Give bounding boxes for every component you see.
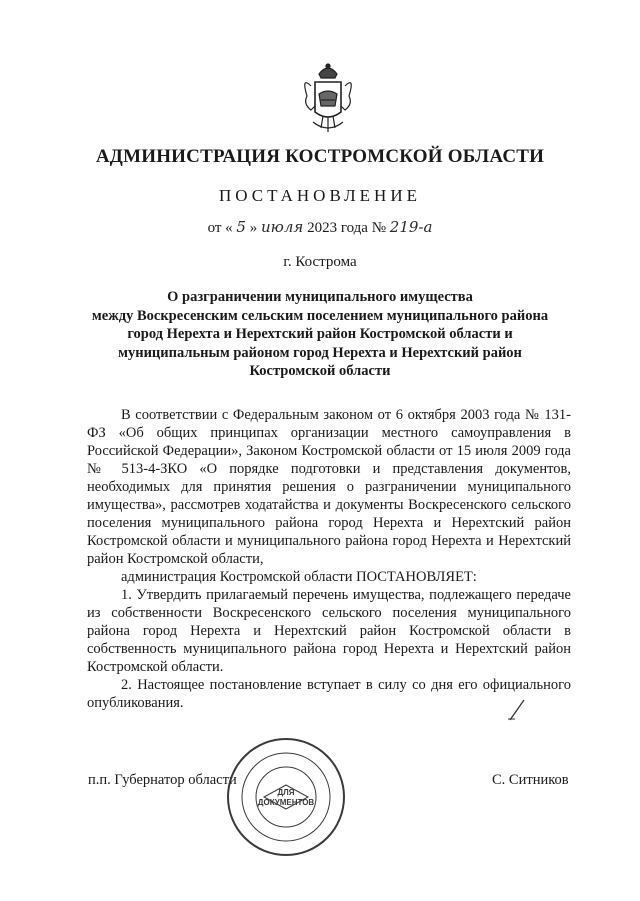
date-month: июля <box>260 218 304 236</box>
document-number: 219-а <box>389 218 433 236</box>
date-day: 5 <box>236 218 246 236</box>
document-type: ПОСТАНОВЛЕНИЕ <box>218 186 421 205</box>
city: г. Кострома <box>283 254 357 270</box>
signature-name: С. Ситников <box>492 772 569 788</box>
body-paragraph-item-2: 2. Настоящее постановление вступает в силу со дня его официального опубликования. <box>87 677 571 711</box>
document-body <box>87 406 571 712</box>
signature-position: п.п. Губернатор области <box>88 772 237 788</box>
body-paragraph-item-1: 1. Утвердить прилагаемый перечень имущества, подлежащего передаче из собственности Воскресенского сельского поселения муниципального района город Нерехта и Нерехтский район Костромской области в собственность муниципального района город Нерехта и Нерехтский район Костромской области. <box>87 587 571 675</box>
date-prefix: от « <box>207 220 233 236</box>
stamp-center-line-1: ДЛЯ <box>277 788 295 797</box>
official-stamp <box>224 735 348 859</box>
body-paragraph-preamble: В соответствии с Федеральным законом от 6 октября 2003 года № 131-ФЗ «Об общих принципах организации местного самоуправления в Российской Федерации», Законом Костромской области от 15 июля 2009 года № 513-4-ЗКО «О порядке подготовки и представления документов, необходимых для принятия решения о разграничении муниципального имущества», рассмотрев ходатайства и документы Воскресенского сельского поселения муниципального района город Нерехта и Нерехтский район Костромской области и муниципального района город Нерехта и Нерехтский район Костромской области, <box>87 407 571 567</box>
date-mid: » <box>249 220 258 236</box>
title-line: муниципальным районом город Нерехта и Нерехтский район <box>118 344 522 361</box>
document-title <box>70 288 570 381</box>
body-paragraph-resolution: администрация Костромской области ПОСТАНОВЛЯЕТ: <box>121 569 477 585</box>
date-line <box>0 218 640 237</box>
title-line: Костромской области <box>249 363 391 379</box>
coat-of-arms-emblem <box>297 60 359 138</box>
title-line: О разграничении муниципального имущества <box>167 289 473 305</box>
stamp-center-line-2: ДОКУМЕНТОВ <box>257 798 315 807</box>
organization-name: АДМИНИСТРАЦИЯ КОСТРОМСКОЙ ОБЛАСТИ <box>95 146 545 167</box>
title-line: город Нерехта и Нерехтский район Костромской области и <box>127 326 513 342</box>
title-line: между Воскресенским сельским поселением муниципального района <box>91 307 549 324</box>
handwritten-mark <box>506 698 528 722</box>
date-year: 2023 года № <box>307 220 387 236</box>
